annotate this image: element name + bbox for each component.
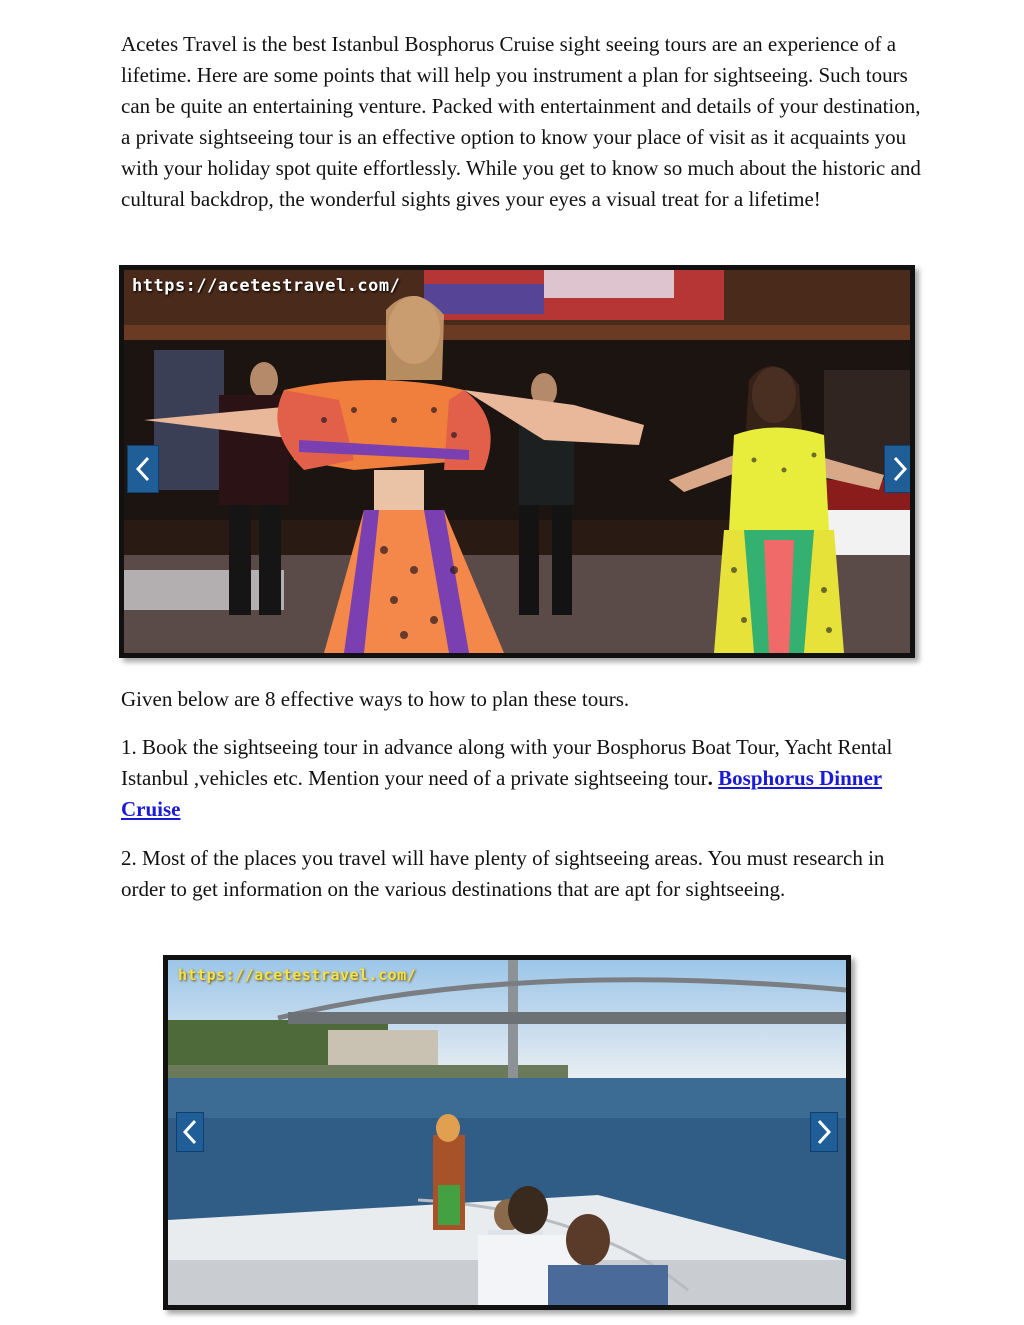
previous-slide-button[interactable] — [176, 1112, 204, 1152]
next-slide-button[interactable] — [884, 445, 910, 493]
step-1-period: . — [707, 766, 713, 790]
step-1-text: 1. Book the sightseeing tour in advance along with your Bosphorus Boat Tour, Yacht Rental Istanbul ,vehicles etc. Mention your need of a private sightseeing tour — [121, 735, 893, 790]
chevron-left-icon — [135, 456, 151, 482]
next-slide-button[interactable] — [810, 1112, 838, 1152]
photo-watermark-url: https://acetestravel.com/ — [178, 966, 417, 984]
photo-watermark-url: https://acetestravel.com/ — [132, 276, 401, 296]
yacht-cruise-scene — [168, 960, 846, 1305]
dance-show-scene — [124, 270, 910, 653]
step-2-paragraph: 2. Most of the places you travel will have plenty of sightseeing areas. You must research in order to get information on the various destinations that are apt for sightseeing. — [121, 846, 885, 901]
step-1-paragraph — [121, 732, 921, 825]
bosphorus-dinner-cruise-link[interactable]: Bosphorus Dinner Cruise — [121, 766, 883, 821]
yacht-cruise-photo — [163, 955, 851, 1310]
chevron-right-icon — [816, 1119, 832, 1145]
chevron-left-icon — [182, 1119, 198, 1145]
previous-slide-button[interactable] — [127, 445, 159, 493]
intro-paragraph: Acetes Travel is the best Istanbul Bosphorus Cruise sight seeing tours are an experience of a lifetime. Here are some points that will help you instrument a plan for sightseeing. Such tours can be quite an entertaining venture. Packed with entertainment and details of your destination, a private sightseeing tour is an effective option to know your place of visit as it acquaints you with your holiday spot quite effortlessly. While you get to know so much about the historic and cultural backdrop, the wonderful sights gives your eyes a visual treat for a lifetime! — [121, 32, 921, 211]
dance-show-photo — [119, 265, 915, 658]
chevron-right-icon — [892, 456, 908, 482]
intro-ways-paragraph: Given below are 8 effective ways to how to plan these tours. — [121, 687, 630, 711]
